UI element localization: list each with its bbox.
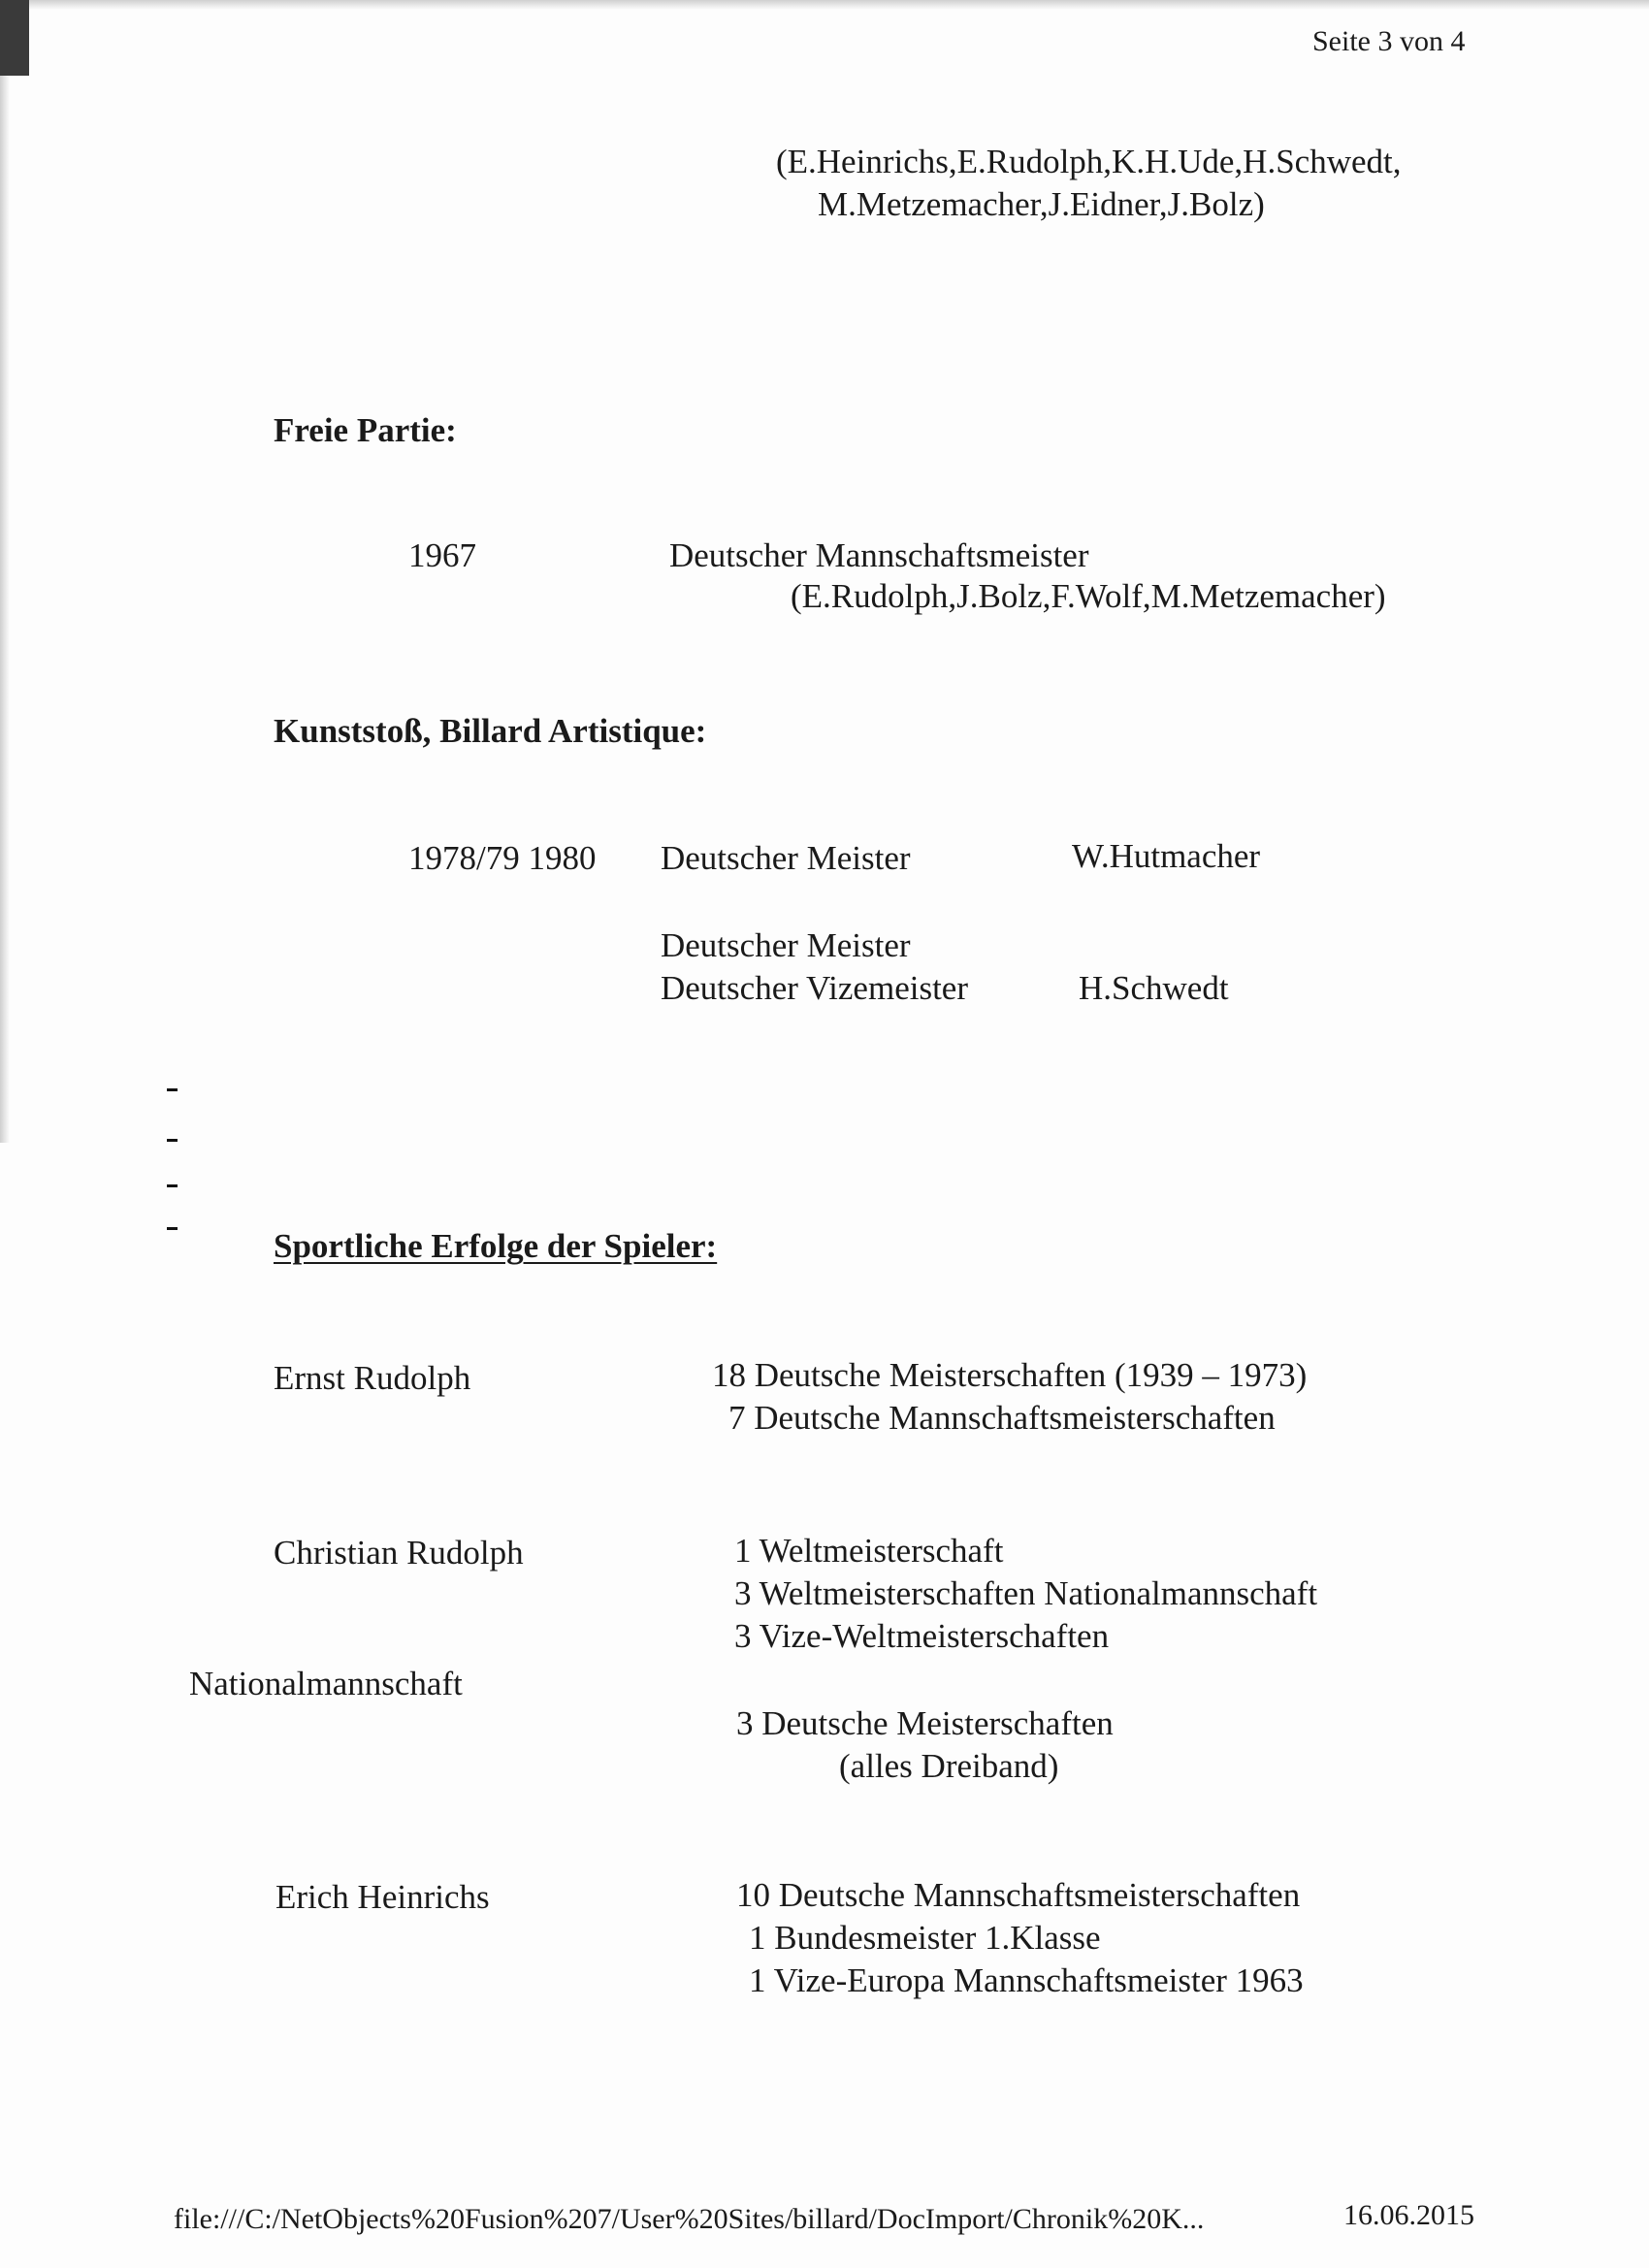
margin-dash <box>167 1088 178 1091</box>
freie-partie-heading: Freie Partie: <box>274 411 457 449</box>
kunststoss-row1-name: W.Hutmacher <box>1072 837 1261 875</box>
freie-partie-title: Deutscher Mannschaftsmeister <box>669 536 1089 574</box>
kunststoss-heading: Kunststoß, Billard Artistique: <box>274 712 707 750</box>
player-erich-line3: 1 Vize-Europa Mannschaftsmeister 1963 <box>749 1961 1304 1999</box>
player-christian-line5: (alles Dreiband) <box>839 1747 1059 1785</box>
intro-names-line1: (E.Heinrichs,E.Rudolph,K.H.Ude,H.Schwedt, <box>776 143 1402 180</box>
kunststoss-row2-title: Deutscher Meister <box>661 926 911 964</box>
player-christian-side-note: Nationalmannschaft <box>189 1665 463 1702</box>
player-christian-line4: 3 Deutsche Meisterschaften <box>736 1704 1114 1742</box>
player-ernst-line1: 18 Deutsche Meisterschaften (1939 – 1973) <box>712 1356 1308 1394</box>
player-christian-line3: 3 Vize-Weltmeisterschaften <box>734 1617 1110 1655</box>
margin-dash <box>167 1227 178 1230</box>
player-erich-line2: 1 Bundesmeister 1.Klasse <box>749 1919 1101 1957</box>
footer-date: 16.06.2015 <box>1343 2199 1474 2231</box>
scan-edge-left <box>0 0 29 76</box>
footer-url: file:///C:/NetObjects%20Fusion%207/User%20Sites/billard/DocImport/Chronik%20K... <box>174 2203 1205 2235</box>
player-christian-name: Christian Rudolph <box>274 1534 524 1571</box>
player-ernst-name: Ernst Rudolph <box>274 1359 471 1397</box>
margin-dash <box>167 1139 178 1142</box>
player-erich-name: Erich Heinrichs <box>275 1878 490 1916</box>
kunststoss-row1-title: Deutscher Meister <box>661 839 911 877</box>
player-ernst-line2: 7 Deutsche Mannschaftsmeisterschaften <box>728 1399 1276 1437</box>
scan-shadow-left <box>0 76 10 1143</box>
kunststoss-row3-name: H.Schwedt <box>1079 969 1229 1007</box>
intro-names-line2: M.Metzemacher,J.Eidner,J.Bolz) <box>818 185 1265 223</box>
margin-dash <box>167 1184 178 1187</box>
scan-edge-top <box>0 0 1649 10</box>
player-christian-line1: 1 Weltmeisterschaft <box>734 1532 1004 1570</box>
freie-partie-names: (E.Rudolph,J.Bolz,F.Wolf,M.Metzemacher) <box>791 577 1386 615</box>
erfolge-heading: Sportliche Erfolge der Spieler: <box>274 1227 718 1265</box>
player-christian-line2: 3 Weltmeisterschaften Nationalmannschaft <box>734 1574 1318 1612</box>
kunststoss-years: 1978/79 1980 <box>408 839 597 877</box>
page-indicator: Seite 3 von 4 <box>1312 25 1466 57</box>
kunststoss-row3-title: Deutscher Vizemeister <box>661 969 968 1007</box>
freie-partie-year: 1967 <box>408 536 476 574</box>
player-erich-line1: 10 Deutsche Mannschaftsmeisterschaften <box>736 1876 1301 1914</box>
